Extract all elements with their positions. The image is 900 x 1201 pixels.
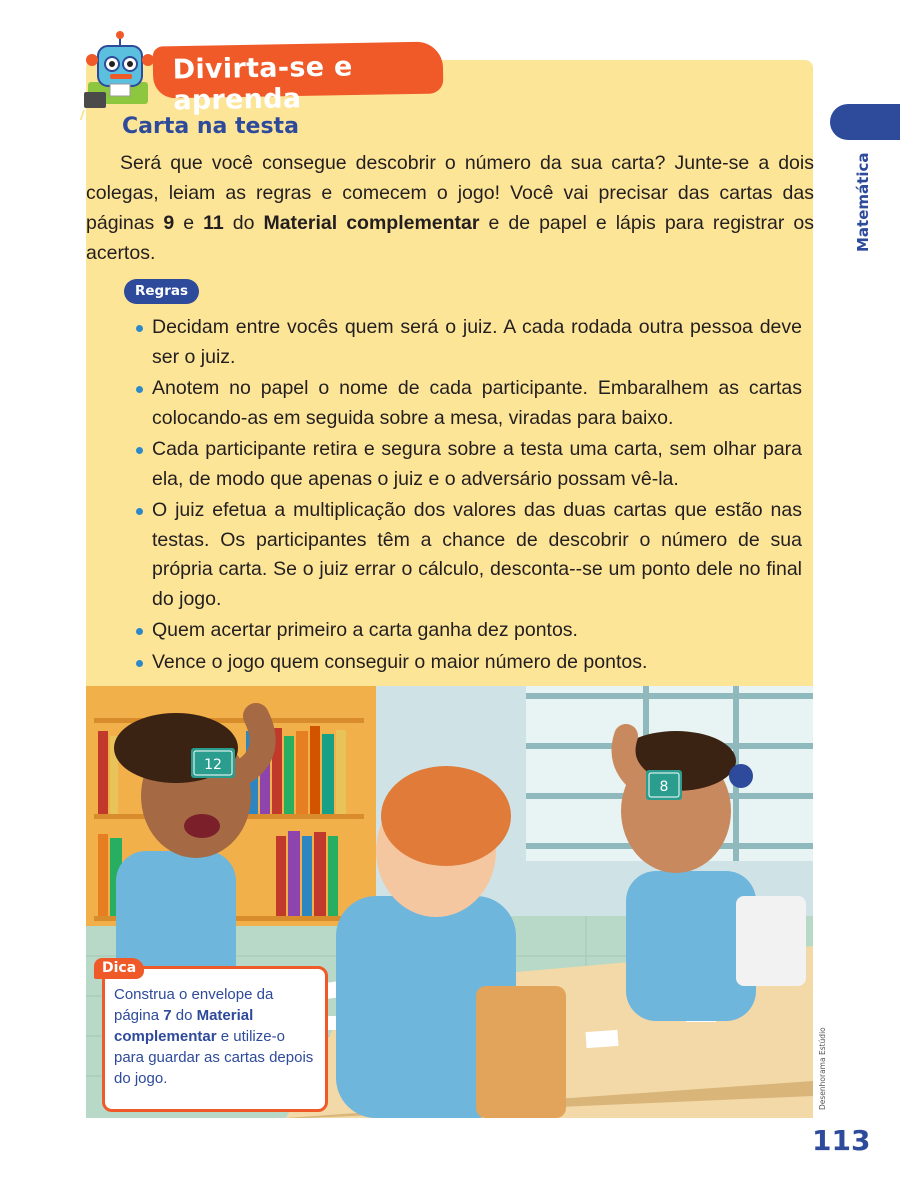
intro-text-1: Será que você consegue descobrir o número da sua carta? Junte-se a dois colegas, leiam as regras e comecem o jogo! Você vai precisar das cartas das páginas [86,152,814,234]
bullet-icon [136,660,143,667]
tip-text-2: do [171,1007,197,1024]
bullet-icon [136,386,143,393]
bullet-icon [136,325,143,332]
rules-badge: Regras [124,279,199,304]
rule-item [132,648,802,678]
illustration-credit: Desenhorama Estúdio [818,1027,827,1110]
rule-text: Anotem no papel o nome de cada participante. Embaralhem as cartas colocando-as em seguida sobre a mesa, viradas para baixo. [152,377,802,429]
tip-material: Material complementar [114,1007,254,1045]
intro-page-a: 9 [163,212,175,234]
banner [70,30,460,120]
intro-middle: do [223,212,264,234]
rule-text: Decidam entre vocês quem será o juiz. A cada rodada outra pessoa deve ser o juiz. [152,316,802,368]
intro-paragraph [86,148,814,268]
rule-text: Vence o jogo quem conseguir o maior número de pontos. [152,650,648,673]
page-number: 113 [812,1124,871,1157]
rule-text: Cada participante retira e segura sobre a testa uma carta, sem olhar para ela, de modo que apenas o juiz e o adversário possam vê-la. [152,438,802,490]
intro-text-2: e de papel e lápis para registrar os acertos. [86,212,815,264]
rule-item [132,313,802,372]
rule-text: O juiz efetua a multiplicação dos valores das duas cartas que estão nas testas. Os participantes têm a chance de descobrir o número de sua própria carta. Se o juiz errar o cálculo, desconta--se um ponto dele no final do jogo. [152,499,802,610]
tip-text-3: e utilize-o para guardar as cartas depois do jogo. [114,1028,314,1087]
section-title: Carta na testa [122,114,299,139]
bullet-icon [136,447,143,454]
rule-item [132,496,802,614]
card-right-number: 8 [659,779,669,795]
banner-title: Divirta-se e aprenda [172,51,353,117]
intro-material: Material complementar [263,212,480,234]
subject-tab [830,104,900,140]
rules-list [132,313,802,679]
tip-text [114,984,314,1089]
tip-page: 7 [163,1007,172,1024]
rule-item [132,374,802,433]
robot-mascot-icon [70,30,165,120]
bullet-icon [136,628,143,635]
subject-label: Matemática [854,152,872,252]
rule-text: Quem acertar primeiro a carta ganha dez pontos. [152,619,578,641]
intro-page-b: 11 [203,212,224,234]
card-left-number: 12 [204,757,222,773]
tip-text-1: Construa o envelope da página [114,986,274,1024]
bullet-icon [136,508,143,515]
tip-tag: Dica [94,958,144,979]
intro-and: e [174,212,204,234]
rule-item [132,616,802,646]
rule-item [132,435,802,494]
